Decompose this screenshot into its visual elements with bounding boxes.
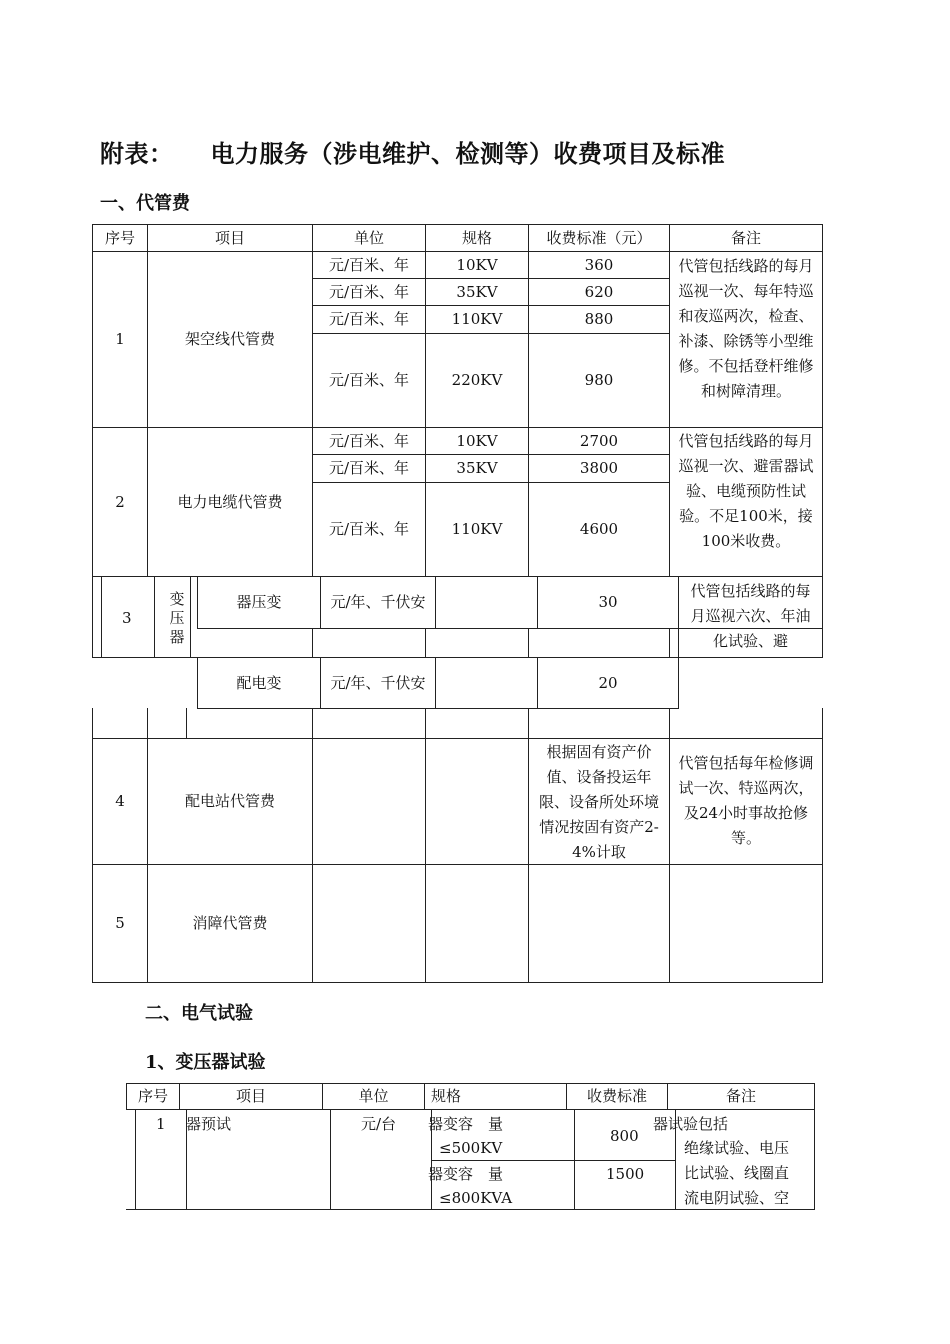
row4-note: 代管包括每年检修调试一次、特巡两次，及24小时事故抢修等。 (678, 754, 814, 847)
row1-unit-3: 元/百米、年 (312, 305, 426, 334)
row3-sub1-unit-cell (320, 576, 436, 629)
row3-sub2-unit: 元/年、千伏安 (330, 673, 426, 692)
header-spec: 规格 (425, 224, 529, 252)
t2-border-a (135, 1109, 136, 1210)
row3-tail-border-c (186, 708, 187, 739)
row3-grid-d (669, 628, 670, 658)
page-title: 附表： 电力服务（涉电维护、检测等）收费项目及标准 (100, 139, 725, 168)
row3-sub1-unit: 元/年、千伏安 (330, 593, 426, 611)
t2-row1-item: 器预试 (186, 1115, 232, 1133)
row1-spec-1: 10KV (425, 251, 529, 279)
row3-tail-border-h (822, 708, 823, 739)
row1-fee-4: 980 (528, 333, 670, 428)
row3-sub2-item: 配电变 (197, 657, 321, 709)
row4-fee: 根据固有资产价值、设备投运年限、设备所处环境情况按固有资产2-4%计取 (538, 743, 659, 861)
row3-note-divider (678, 628, 823, 629)
row5-no: 5 (92, 864, 148, 983)
row3-note: 代管包括线路的每月巡视六次、年油化试验、避 (690, 582, 811, 650)
row3-border-a (154, 576, 155, 658)
row3-sub1-item: 器压变 (197, 576, 321, 629)
header-no: 序号 (92, 224, 148, 252)
row2-spec-3: 110KV (425, 482, 529, 577)
row3-tail-border-e (425, 708, 426, 739)
row3-grid-a (312, 628, 313, 658)
row2-spec-2: 35KV (425, 454, 529, 483)
row1-unit-2: 元/百米、年 (312, 278, 426, 306)
row2-unit-2: 元/百米、年 (312, 454, 426, 483)
row3-no: 3 (122, 609, 132, 627)
row5-spec (425, 864, 529, 983)
row5-unit (312, 864, 426, 983)
row1-unit-4: 元/百米、年 (312, 333, 426, 428)
row4-spec (425, 738, 529, 865)
t2-row1-spec1b: ≤500KV (439, 1139, 503, 1157)
row3-tail-border-g (669, 708, 670, 739)
t2-row1-note-line1: 绝缘试验、电压 (684, 1139, 790, 1157)
row4-fee-cell (528, 738, 670, 865)
row2-no: 2 (92, 427, 148, 577)
row1-unit-1: 元/百米、年 (312, 251, 426, 279)
header-note: 备注 (669, 224, 823, 252)
row3-tail-border-b (147, 708, 148, 739)
row2-item: 电力电缆代管费 (147, 427, 313, 577)
t2-row1-note-line3: 流电阴试验、空 (684, 1189, 790, 1207)
row2-unit-1: 元/百米、年 (312, 427, 426, 455)
t2-header-spec: 规格 (424, 1083, 567, 1110)
row1-item: 架空线代管费 (147, 251, 313, 428)
t2-row1-spec2b: ≤800KVA (439, 1189, 513, 1207)
row5-fee (528, 864, 670, 983)
row2-note: 代管包括线路的每月巡视一次、避雷器试验、电缆预防性试验。不足100米，接100米收费。 (678, 432, 814, 550)
t2-border-g (814, 1109, 815, 1210)
row2-fee-1: 2700 (528, 427, 670, 455)
row3-tail-border-f (528, 708, 529, 739)
t2-row1-spec2: 器变容 量 (428, 1165, 504, 1183)
section-heading-management-fee: 一、代管费 (100, 193, 190, 214)
row4-unit (312, 738, 426, 865)
row3-inner-border (101, 576, 102, 658)
t2-row1-fee1: 800 (610, 1127, 639, 1145)
section-heading-transformer-test: 1、变压器试验 (145, 1052, 266, 1073)
row3-left-border (92, 576, 93, 658)
t2-header-note: 备注 (667, 1083, 815, 1110)
t2-border-c (330, 1109, 331, 1210)
row3-note-cell (678, 576, 823, 658)
t2-header-no: 序号 (126, 1083, 180, 1110)
row4-note-cell (669, 738, 823, 865)
t2-row1-unit: 元/台 (361, 1115, 397, 1133)
row5-item: 消障代管费 (147, 864, 313, 983)
row1-fee-3: 880 (528, 305, 670, 334)
row3-sub1-spec (435, 576, 538, 629)
row3-grid-b (425, 628, 426, 658)
row3-tail-border-a (92, 708, 93, 739)
row1-note-cell (669, 251, 823, 428)
row1-no: 1 (92, 251, 148, 428)
row3-sub2-spec (435, 657, 538, 709)
row5-note (669, 864, 823, 983)
row2-fee-2: 3800 (528, 454, 670, 483)
row3-grid-c (528, 628, 529, 658)
t2-row1-fee2: 1500 (606, 1165, 645, 1183)
row1-spec-4: 220KV (425, 333, 529, 428)
t2-header-unit: 单位 (322, 1083, 425, 1110)
row1-fee-1: 360 (528, 251, 670, 279)
row1-note: 代管包括线路的每月巡视一次、每年特巡和夜巡两次，检查、补漆、除锈等小型维修。不包括登杆维修和树障清理。 (678, 257, 814, 400)
section-heading-electrical-test: 二、电气试验 (145, 1003, 253, 1024)
row2-note-cell (669, 427, 823, 577)
row1-spec-2: 35KV (425, 278, 529, 306)
row4-item: 配电站代管费 (147, 738, 313, 865)
row1-fee-2: 620 (528, 278, 670, 306)
row2-fee-3: 4600 (528, 482, 670, 577)
row2-spec-1: 10KV (425, 427, 529, 455)
t2-header-fee: 收费标准 (566, 1083, 668, 1110)
row3-sub2-unit-cell (320, 657, 436, 709)
header-fee: 收费标准（元） (528, 224, 670, 252)
t2-row1-spec1: 器变容 量 (428, 1115, 504, 1133)
header-unit: 单位 (312, 224, 426, 252)
row1-spec-3: 110KV (425, 305, 529, 334)
row3-sub2-fee: 20 (537, 657, 679, 709)
row3-tail-border-d (312, 708, 313, 739)
row4-no: 4 (92, 738, 148, 865)
t2-row1-no: 1 (156, 1115, 166, 1133)
t2-header-item: 项目 (179, 1083, 323, 1110)
t2-row1-note-head: 器试验包括 (653, 1115, 729, 1133)
row3-sub1-fee: 30 (537, 576, 679, 629)
header-item: 项目 (147, 224, 313, 252)
row3-border-b (190, 576, 191, 658)
row3-item: 变压器 (169, 590, 185, 646)
t2-row1-note-line2: 比试验、线圈直 (684, 1164, 790, 1182)
row2-unit-3: 元/百米、年 (312, 482, 426, 577)
